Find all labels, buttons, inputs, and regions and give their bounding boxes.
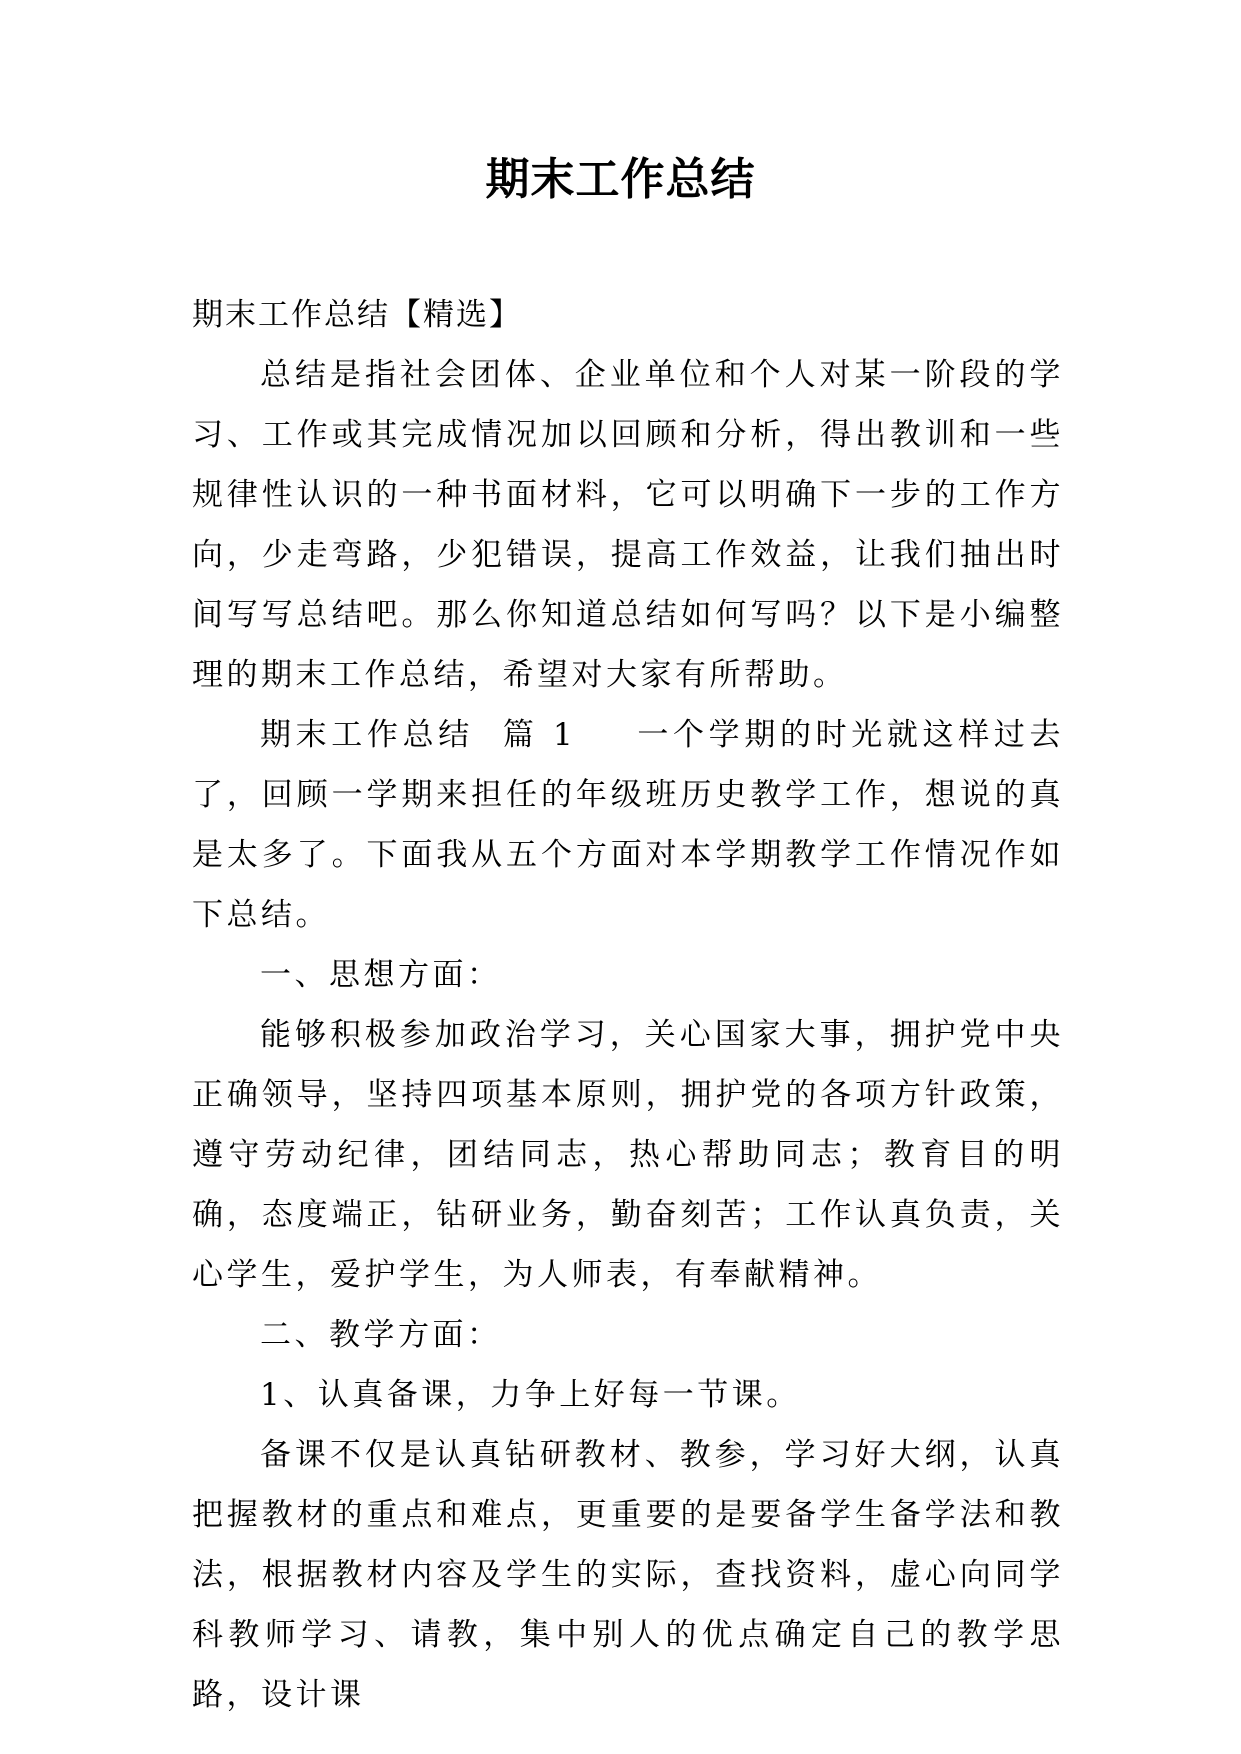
document-subtitle: 期末工作总结【精选】 <box>192 297 522 333</box>
section2-heading: 二、教学方面： <box>260 1317 502 1353</box>
part1-label: 期末工作总结 篇 1 <box>260 717 577 753</box>
document-title: 期末工作总结 <box>485 154 756 205</box>
section1-heading: 一、思想方面： <box>260 957 502 993</box>
section1-paragraph: 能够积极参加政治学习，关心国家大事，拥护党中央正确领导，坚持四项基本原则，拥护党的各项方针政策，遵守劳动纪律，团结同志，热心帮助同志；教育目的明确，态度端正，钻研业务，勤奋刻苦；工作认真负责，关心学生，爱护学生，为人师表，有奉献精神。 <box>192 1017 1064 1293</box>
section2-item1-paragraph: 备课不仅是认真钻研教材、教参，学习好大纲，认真把握教材的重点和难点，更重要的是要备学生备学法和教法，根据教材内容及学生的实际，查找资料，虚心向同学科教师学习、请教，集中别人的优点确定自己的教学思路，设计课 <box>192 1437 1064 1713</box>
document-body <box>192 285 1064 1725</box>
part1-paragraph <box>192 705 1064 945</box>
part1-text: 一个学期的时光就这样过去了，回顾一学期来担任的年级班历史教学工作，想说的真是太多了。下面我从五个方面对本学期教学工作情况作如下总结。 <box>192 717 1064 933</box>
section2-item1-heading: 1、认真备课，力争上好每一节课。 <box>260 1377 801 1413</box>
intro-paragraph: 总结是指社会团体、企业单位和个人对某一阶段的学习、工作或其完成情况加以回顾和分析，得出教训和一些规律性认识的一种书面材料，它可以明确下一步的工作方向，少走弯路，少犯错误，提高工作效益，让我们抽出时间写写总结吧。那么你知道总结如何写吗？以下是小编整理的期末工作总结，希望对大家有所帮助。 <box>192 357 1064 693</box>
